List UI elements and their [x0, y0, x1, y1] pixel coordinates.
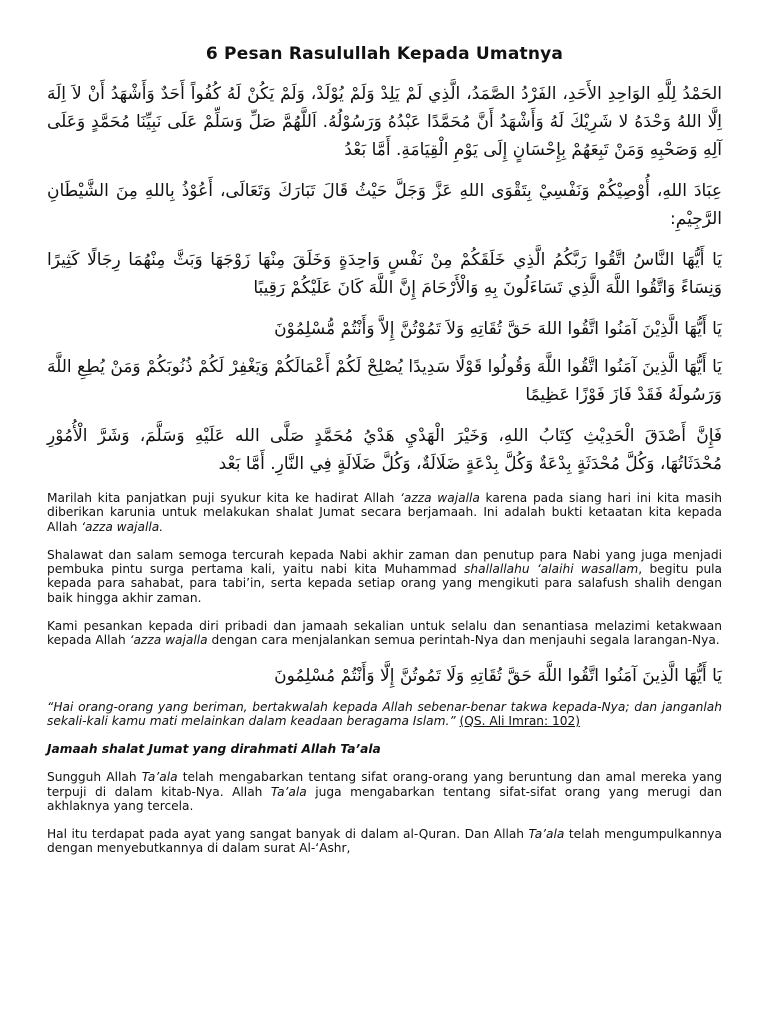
- italic-term: Ta’ala: [528, 827, 565, 842]
- text-segment: Marilah kita panjatkan puji syukur kita ke hadirat Allah: [47, 491, 401, 505]
- paragraph-wasiat: [47, 619, 722, 648]
- text-segment: Shalawat dan salam semoga tercurah kepada Nabi akhir zaman dan penutup para Nabi yang juga menjadi pembuka pintu surga pertama kali, yaitu nabi kita Muhammad: [47, 547, 722, 577]
- italic-term: ‘azza wajalla.: [81, 519, 164, 534]
- arabic-wasiat: عِبَادَ اللهِ، أُوْصِيْكُمْ وَنَفْسِيْ بِتَقْوَى اللهِ عَزَّ وَجَلَّ حَيْثُ قَالَ تَبَارَكَ وَتَعَالَى، أَعُوْذُ بِاللهِ مِنَ الشَّيْطَانِ الرَّجِيْمِ:: [47, 181, 722, 229]
- arabic-khutbah-opening: الحَمْدُ لِلَّهِ الوَاحِدِ الأَحَدِ، الفَرْدُ الصَّمَدُ، الَّذِي لَمْ يَلِدْ وَلَمْ يُوْلَدْ، وَلَمْ يَكُنْ لَهُ كُفُواً أَحَدٌ وَأَشْهَدُ أَنْ لاَ اِلَهَ اِلَّا اللهُ وَحْدَهُ لا شَرِيْكَ لَهُ وَأَشْهَدُ أَنَّ مُحَمَّدًا عَبْدُهُ وَرَسُوْلُهُ. اَللَّهُمَّ صَلِّ وَسَلِّمْ عَلَى نَبِيِّنَا مُحَمَّدٍ وَعَلَى آلِهِ وَصَحْبِهِ وَمَنْ تَبِعَهُمْ بِإِحْسَانٍ إِلَى يَوْمِ الْقِيَامَةِ. أَمَّا بَعْدُ: [47, 84, 722, 160]
- italic-term: ‘azza wajalla: [129, 633, 208, 648]
- verse-translation: [47, 700, 722, 729]
- italic-term: shallallahu ‘alaihi wasallam: [464, 562, 639, 577]
- translation-quote: “Hai orang-orang yang beriman, bertakwalah kepada Allah sebenar-benar takwa kepada-Nya; dan janganlah sekali-kali kamu mati melainkan dalam keadaan beragama Islam.”: [47, 699, 722, 728]
- arabic-verse-al-ahzab: يَا أَيُّهَا الَّذِينَ آمَنُوا اتَّقُوا اللَّهَ وَقُولُوا قَوْلًا سَدِيدًا يُصْلِحْ لَكُمْ أَعْمَالَكُمْ وَيَغْفِرْ لَكُمْ ذُنُوبَكُمْ وَمَنْ يُطِعِ اللَّهَ وَرَسُولَهُ فَقَدْ فَازَ فَوْزًا عَظِيمًا: [47, 357, 722, 405]
- paragraph-praise: [47, 491, 722, 534]
- text-segment: Sungguh Allah: [47, 770, 142, 785]
- arabic-verse-an-nisa: يَا أَيُّهَا النَّاسُ اتَّقُوا رَبَّكُمُ الَّذِي خَلَقَكُمْ مِنْ نَفْسٍ وَاحِدَةٍ وَخَلَقَ مِنْهَا زَوْجَهَا وَبَثَّ مِنْهُمَا رِجَالًا كَثِيرًا وَنِسَاءً وَاتَّقُوا اللَّهَ الَّذِي تَسَاءَلُونَ بِهِ وَالْأَرْحَامَ إِنَّ اللَّهَ كَانَ عَلَيْكُمْ رَقِيبًا: [47, 250, 722, 298]
- italic-term: Ta’ala: [141, 770, 178, 785]
- text-segment: telah mengumpulkannya dengan menyebutkannya di dalam surat Al-‘Ashr,: [47, 827, 722, 856]
- arabic-hadith: فَإِنَّ أَصْدَقَ الْحَدِيْثِ كِتَابُ اللهِ، وَخَيْرَ الْهَدْيِ هَدْيُ مُحَمَّدٍ صَلَّى الله عَلَيْهِ وَسَلَّمَ، وَشَرَّ الْأُمُوْرِ مُحْدَثَاتُهَا، وَكُلَّ مُحْدَثَةٍ بِدْعَةٌ وَكُلَّ بِدْعَةٍ ضَلَالَةٌ، وَكُلَّ ضَلَالَةٍ فِي النَّارِ. أَمَّا بَعْد: [47, 426, 722, 474]
- text-segment: Kami pesankan kepada diri pribadi dan jamaah sekalian untuk selalu dan senantiasa melazimi ketakwaan kepada Allah: [47, 619, 722, 648]
- paragraph-al-ashr: [47, 827, 722, 856]
- text-segment: juga mengabarkan tentang sifat-sifat orang yang merugi dan akhlaknya yang tercela.: [47, 784, 722, 813]
- italic-term: Ta’ala: [270, 784, 307, 799]
- section-heading: Jamaah shalat Jumat yang dirahmati Allah Ta’ala: [47, 742, 381, 757]
- paragraph-shalawat: [47, 548, 722, 605]
- paragraph-allah-informs: [47, 770, 722, 813]
- text-segment: dengan cara menjalankan semua perintah-Nya dan menjauhi segala larangan-Nya.: [207, 633, 720, 648]
- text-segment: telah mengabarkan tentang sifat orang-orang yang beruntung dan amal mereka yang terpuji di dalam kitab-Nya. Allah: [47, 770, 723, 799]
- page-title: 6 Pesan Rasulullah Kepada Umatnya: [205, 44, 564, 64]
- arabic-verse-ali-imran-repeat: يَا أَيُّهَا الَّذِينَ آمَنُوا اتَّقُوا اللَّهَ حَقَّ تُقَاتِهِ وَلَا تَمُوتُنَّ إِلَّا وَأَنْتُمْ مُسْلِمُونَ: [274, 665, 722, 686]
- verse-reference-link[interactable]: (QS. Ali Imran: 102): [459, 713, 581, 728]
- text-segment: , begitu pula kepada para sahabat, para tabi’in, serta kepada setiap orang yang mengikuti para salafush shalih dengan baik hingga akhir zaman.: [47, 562, 723, 605]
- arabic-verse-ali-imran: يَا أَيُّهَا الَّذِيْنَ آمَنُوا اتَّقُوا اللهَ حَقَّ تُقَاتِهِ وَلاَ تَمُوْتُنَّ إِلاَّ وَأَنْتُمْ مُّسْلِمُوْنَ: [274, 319, 722, 339]
- text-segment: Hal itu terdapat pada ayat yang sangat banyak di dalam al-Quran. Dan Allah: [47, 827, 529, 842]
- italic-term: ‘azza wajalla: [400, 491, 480, 505]
- text-segment: karena pada siang hari ini kita masih diberikan karunia untuk melakukan shalat Jumat secara berjamaah. Ini adalah bukti ketaatan kita kepada Allah: [47, 491, 723, 534]
